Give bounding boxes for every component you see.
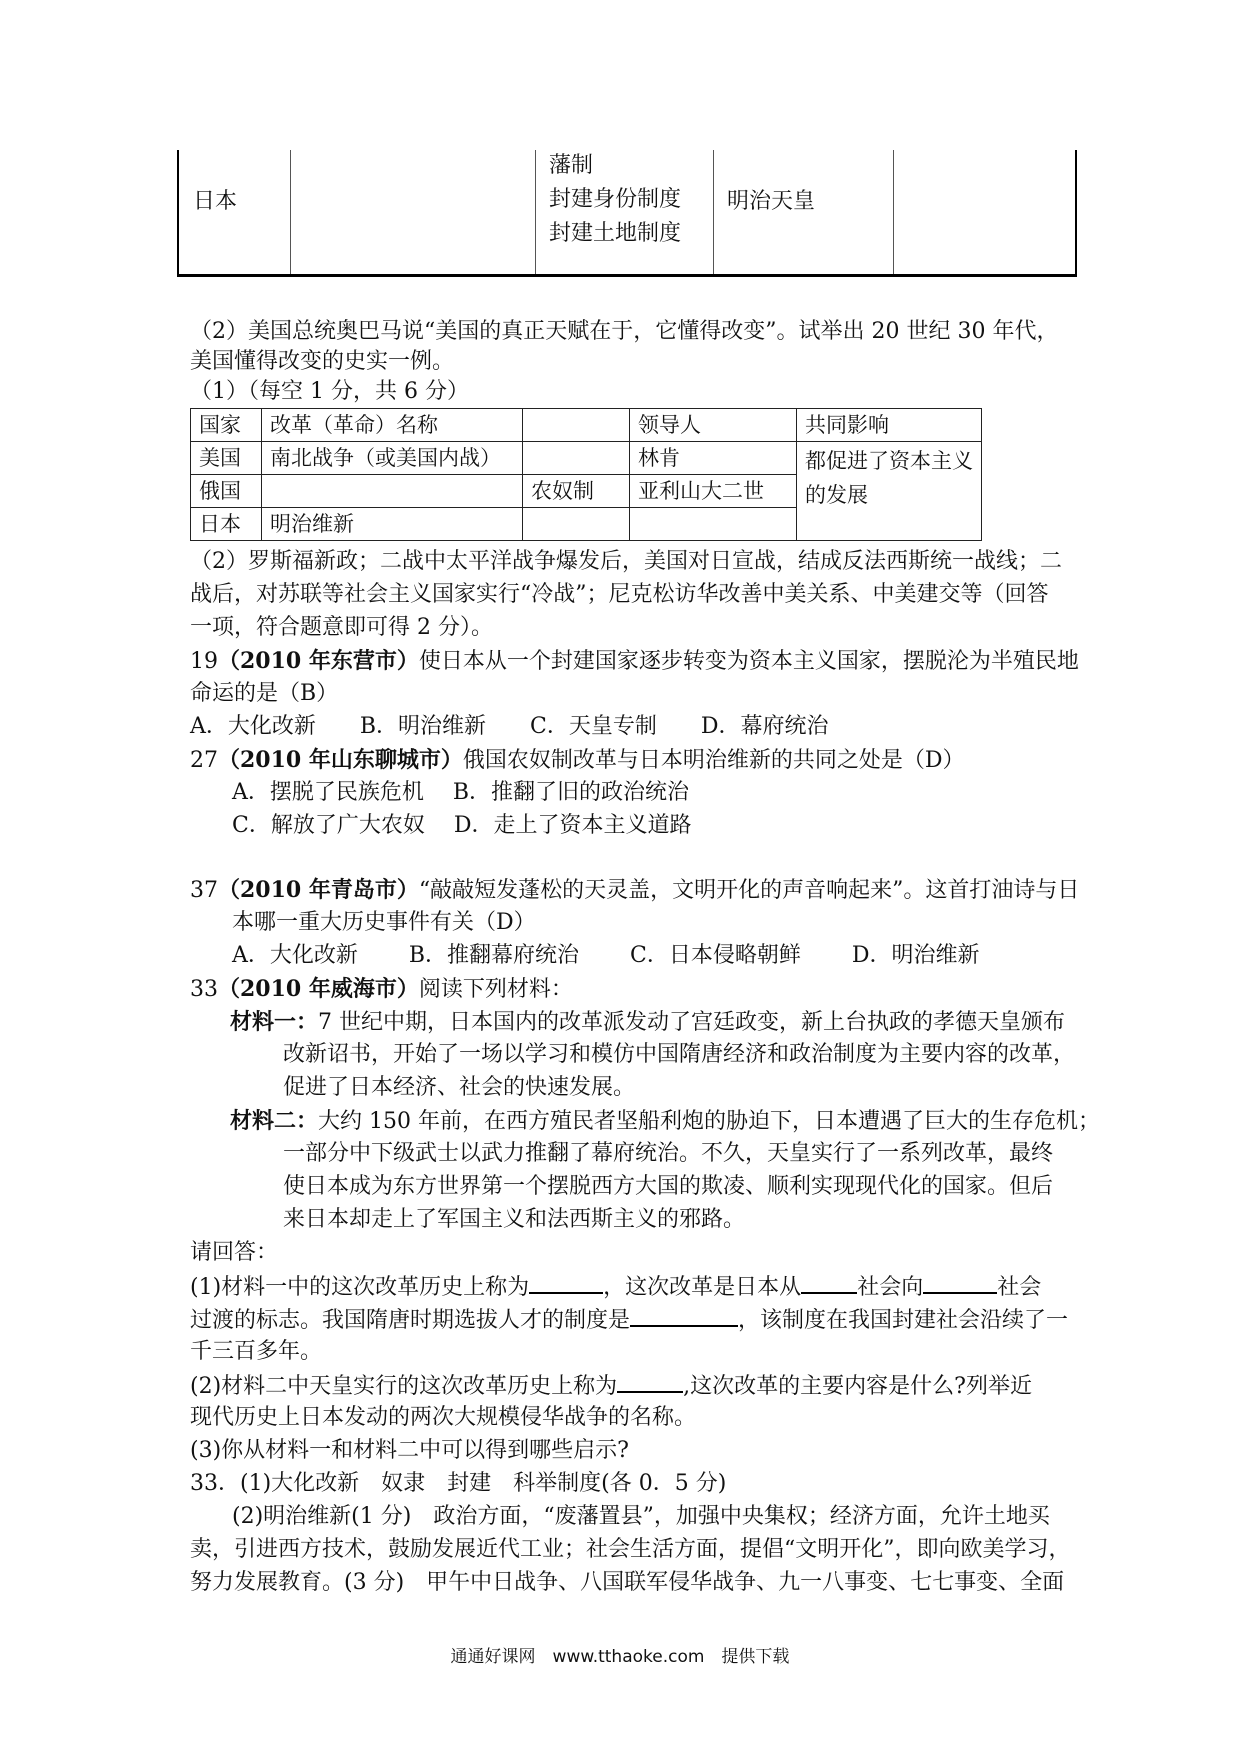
table-header: 改革（革命）名称 [262,409,523,442]
table-header: 领导人 [630,409,797,442]
material-text: 改新诏书，开始了一场以学习和模仿中国隋唐经济和政治制度为主要内容的改革， [283,1042,1076,1067]
answer-text: （2）罗斯福新政；二战中太平洋战争爆发后，美国对日宣战，结成反法西斯统一战线；二 [190,549,1063,574]
table-cell [523,442,630,475]
question-19: 19（2010 年东营市）使日本从一个封建国家逐步转变为资本主义国家，摆脱沦为半殖民地 [190,648,1079,674]
footer-watermark: 通通好课网 www.tthaoke.com 提供下载 [450,1647,790,1667]
question-part-3: (3)你从材料一和材料二中可以得到哪些启示? [190,1438,629,1463]
question-source: （2010 年东营市） [218,648,419,674]
question-part-2: (2)材料二中天皇实行的这次改革历史上称为 ,这次改革的主要内容是什么?列举近 [190,1369,1032,1403]
answer-text: 33．(1)大化改新 奴隶 封建 科举制度(各 0．5 分) [190,1471,727,1496]
table-cell: 俄国 [191,475,262,508]
table-cell: 明治维新 [262,508,523,541]
answer-blank[interactable] [923,1270,997,1294]
answer-text: 一项，符合题意即可得 2 分）。 [190,615,493,640]
table-cell: 日本 [191,508,262,541]
table-cell: 美国 [191,442,262,475]
answer-table [190,408,982,541]
question-text: 现代历史上日本发动的两次大规模侵华战争的名称。 [190,1405,697,1430]
answer-blank[interactable] [529,1270,603,1294]
question-source: （2010 年威海市） [218,976,419,1002]
table-cell [523,508,630,541]
question-37: 37（2010 年青岛市）“敲敲短发蓬松的天灵盖，文明开化的声音响起来”。这首打油诗与日 [190,877,1080,903]
material-text: 来日本却走上了军国主义和法西斯主义的邪路。 [283,1207,746,1232]
material-label: 材料二： [230,1108,319,1134]
table-cell-shared-effect: 都促进了资本主义的发展 [797,442,982,541]
material-1: 材料一：7 世纪中期，日本国内的改革派发动了宫廷政变，新上台执政的孝德天皇颁布 [230,1009,1066,1035]
table-cell [630,508,797,541]
question-part-1-cont: 过渡的标志。我国隋唐时期选拔人才的制度是 ，该制度在我国封建社会沿续了一 [190,1303,1068,1337]
question-text: （2）美国总统奥巴马说“美国的真正天赋在于，它懂得改变”。试举出 20 世纪 30 年代， [190,319,1059,344]
question-source: （2010 年山东聊城市） [218,747,463,773]
top-table-fragment [177,150,1077,277]
material-2: 材料二：大约 150 年前，在西方殖民者坚船利炮的胁迫下，日本遭遇了巨大的生存危机； [230,1108,1100,1134]
question-text: 千三百多年。 [190,1339,323,1364]
table-cell-leader: 明治天皇 [727,189,816,214]
table-cell: 南北战争（或美国内战） [262,442,523,475]
question-part-1: (1)材料一中的这次改革历史上称为 ，这次改革是日本从 社会向 社会 [190,1270,1041,1304]
table-cell-country: 日本 [193,189,238,214]
table-cell: 亚利山大二世 [630,475,797,508]
ask-label: 请回答： [190,1240,279,1265]
table-header: 国家 [191,409,262,442]
answer-text: 努力发展教育。(3 分) 甲午中日战争、八国联军侵华战争、九一八事变、七七事变、全面 [190,1570,1065,1595]
table-cell-institution: 封建土地制度 [549,221,682,246]
question-text: 美国懂得改变的史实一例。 [190,349,455,374]
material-label: 材料一： [230,1009,319,1035]
options: A．大化改新 B．推翻幕府统治 C．日本侵略朝鲜 D．明治维新 [232,943,980,968]
answer-blank[interactable] [630,1303,738,1327]
material-text: 一部分中下级武士以武力推翻了幕府统治。不久，天皇实行了一系列改革，最终 [283,1141,1054,1166]
question-33: 33（2010 年威海市）阅读下列材料： [190,976,573,1002]
answer-intro: （1）（每空 1 分，共 6 分） [190,379,469,404]
table-cell: 农奴制 [523,475,630,508]
table-cell: 林肯 [630,442,797,475]
table-header: 共同影响 [797,409,982,442]
table-cell [262,475,523,508]
answer-text: 卖，引进西方技术，鼓励发展近代工业；社会生活方面，提倡“文明开化”，即向欧美学习， [190,1537,1071,1562]
answer-blank[interactable] [617,1369,683,1393]
question-text: 本哪一重大历史事件有关（D） [232,910,536,935]
answer-text: (2)明治维新(1 分) 政治方面，“废藩置县”，加强中央集权；经济方面，允许土地买 [232,1504,1050,1529]
options: A．大化改新 B．明治维新 C．天皇专制 D．幕府统治 [190,714,829,739]
table-cell-institution: 藩制 [549,153,594,178]
answer-text: 战后，对苏联等社会主义国家实行“冷战”；尼克松访华改善中美关系、中美建交等（回答 [190,582,1049,607]
table-cell-institution: 封建身份制度 [549,187,682,212]
question-source: （2010 年青岛市） [218,877,419,903]
table-header [523,409,630,442]
options: C．解放了广大农奴 D．走上了资本主义道路 [232,813,692,838]
material-text: 使日本成为东方世界第一个摆脱西方大国的欺凌、顺利实现现代化的国家。但后 [283,1174,1054,1199]
question-text: 命运的是（B） [190,681,339,706]
question-27: 27（2010 年山东聊城市）俄国农奴制改革与日本明治维新的共同之处是（D） [190,747,965,773]
table-row [191,442,982,475]
material-text: 促进了日本经济、社会的快速发展。 [283,1075,636,1100]
answer-blank[interactable] [801,1270,857,1294]
options: A．摆脱了民族危机 B．推翻了旧的政治统治 [232,780,690,805]
